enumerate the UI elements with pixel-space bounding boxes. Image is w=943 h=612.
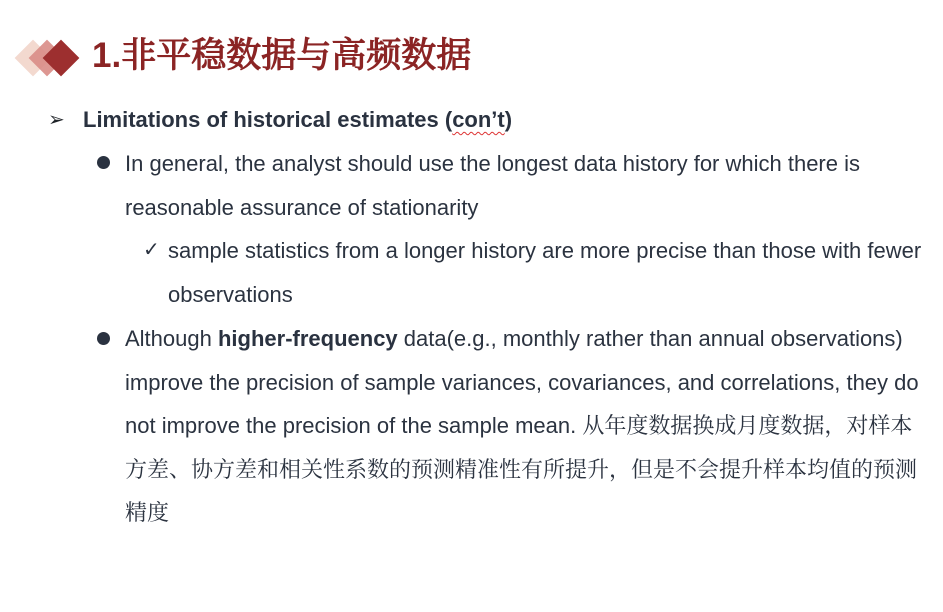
- bullet-dot-1-icon: [97, 156, 110, 169]
- heading-prefix: Limitations of historical estimates (: [83, 107, 453, 132]
- bullet-2-bold: higher-frequency: [217, 326, 398, 351]
- bullet-dot-2-icon: [97, 332, 110, 345]
- heading-text: [83, 104, 512, 136]
- heading-suffix: ): [504, 107, 513, 132]
- bullet-1-text: In general, the analyst should use the longest data history for which there is reasonable assurance of stationarity: [125, 151, 860, 220]
- heading-underlined: con’t: [452, 107, 505, 132]
- arrow-bullet-icon: ➢: [48, 109, 65, 131]
- bullet-2-lead: Although: [125, 326, 218, 351]
- bullet-2-rest: data(e.g., monthly rather than annual observations) improve the precision of sample variances, covariances, and correlations, they do not improve the precision of the sample mean. 从年度数据换成月度数据，对样本方差、协方差和相关性系数的预测精准性有所提升，但是不会提升样本均值的预测精度: [125, 326, 919, 526]
- sub-bullet-text: sample statistics from a longer history are more precise than those with fewer observations: [168, 238, 922, 307]
- slide-title: 1.非平稳数据与高频数据: [92, 36, 472, 75]
- checkmark-icon: ✓: [143, 239, 160, 261]
- bullet-2-text: [125, 317, 930, 535]
